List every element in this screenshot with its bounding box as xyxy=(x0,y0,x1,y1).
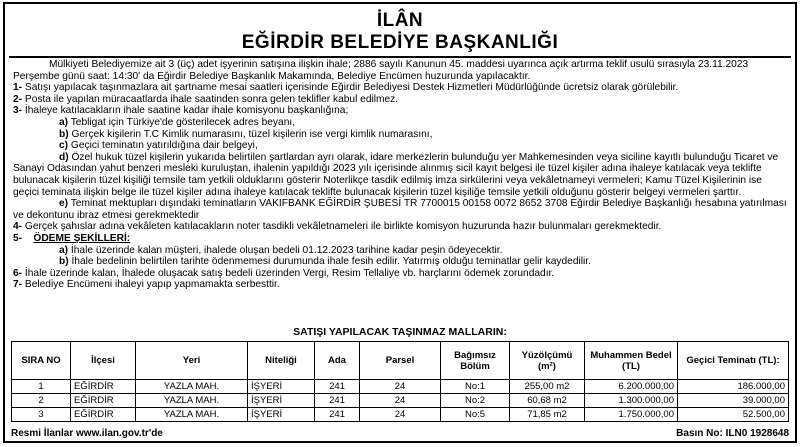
notice-body xyxy=(13,59,787,291)
col-header-ilcesi: İlçesi xyxy=(71,342,136,380)
cell-niteligi: İŞYERİ xyxy=(248,394,315,408)
cell-ada: 241 xyxy=(315,394,360,408)
intro-paragraph: Mülkiyeti Belediyemize ait 3 (üç) adet işyerinin satışına ilişkin ihale; 2886 sayılı Kanunun 45. maddesi uyarınca açık artırma teklif usulü sırasıyla 23.11.2023 Perşembe günü saat: 14:30' da Eğirdir Belediye Başkanlık Makamında, Belediye Encümen huzurunda yapılacaktır. xyxy=(13,59,749,82)
cell-ada: 241 xyxy=(315,380,360,394)
item-6: 6- İhale üzerinde kalan, İhalede oluşacak satış bedeli üzerinden Vergi, Resim Tellaliye vb. harçlarını ödemek zorundadır. xyxy=(13,267,555,279)
cell-bagimsiz-bolum: No:1 xyxy=(441,380,510,394)
cell-gecici-teminat: 186.000,00 xyxy=(678,380,789,394)
cell-muhammen-bedel: 1.750.000,00 xyxy=(585,408,678,422)
table-row xyxy=(12,380,789,394)
col-header-muhammen-bedel: Muhammen Bedel (TL) xyxy=(585,342,678,380)
item-4: 4- Gerçek şahıslar adına vekâleten katılacakların noter tasdikli vekâletnameleri ile birlikte komisyon huzurunda hazır bulunmaları gerekmektedir. xyxy=(13,221,662,233)
property-table-title: SATIŞI YAPILACAK TAŞINMAZ MALLARIN: xyxy=(293,326,507,338)
cell-parsel: 24 xyxy=(360,394,441,408)
title-divider xyxy=(9,56,791,58)
cell-yeri: YAZLA MAH. xyxy=(136,408,248,422)
col-header-bagimsiz-bolum: Bağımsız Bölüm xyxy=(441,342,510,380)
item-5a: a) İhale üzerinde kalan müşteri, ihalede oluşan bedeli 01.12.2023 tarihine kadar peşin ödeyecektir. xyxy=(59,244,503,256)
col-header-niteligi: Niteliği xyxy=(248,342,315,380)
press-number: Basın No: ILN0 1928648 xyxy=(676,428,789,439)
cell-yuzolcumu: 60,68 m2 xyxy=(510,394,585,408)
cell-ilcesi: EĞİRDİR xyxy=(71,394,136,408)
property-table xyxy=(11,341,789,422)
item-7: 7- Belediye Encümeni ihaleyi yapıp yapmamakta serbesttir. xyxy=(13,279,280,291)
item-3c: c) Geçici teminatın yatırıldığına dair belgeyi, xyxy=(59,140,258,152)
cell-gecici-teminat: 39.000,00 xyxy=(678,394,789,408)
col-header-ada: Ada xyxy=(315,342,360,380)
col-header-parsel: Parsel xyxy=(360,342,441,380)
table-row xyxy=(12,394,789,408)
cell-bagimsiz-bolum: No:2 xyxy=(441,394,510,408)
cell-ilcesi: EĞİRDİR xyxy=(71,408,136,422)
cell-yeri: YAZLA MAH. xyxy=(136,394,248,408)
item-5b: b) İhale bedelinin belirtilen tarihte ödenmemesi durumunda ihale fesih edilir. Yatırmış olduğu teminatlar gelir kaydedilir. xyxy=(59,256,591,268)
cell-bagimsiz-bolum: No:5 xyxy=(441,408,510,422)
cell-gecici-teminat: 52.500,00 xyxy=(678,408,789,422)
item-2: 2- Posta ile yapılan müracaatlarda ihale saatinden sonra gelen teklifler kabul edilmez. xyxy=(13,93,399,105)
cell-muhammen-bedel: 6.200.000,00 xyxy=(585,380,678,394)
cell-muhammen-bedel: 1.300.000,00 xyxy=(585,394,678,408)
cell-yuzolcumu: 255,00 m2 xyxy=(510,380,585,394)
notice-title: İLÂN xyxy=(376,10,424,31)
col-header-yeri: Yeri xyxy=(136,342,248,380)
cell-ada: 241 xyxy=(315,408,360,422)
item-3: 3- İhaleye katılacakların ihale saatine kadar ihale komisyonu başkanlığına; xyxy=(13,105,349,117)
item-3d: d) Özel hukuk tüzel kişilerin yukarıda belirtilen şartlardan ayrı olarak, idare merkezlerin bulunduğu yer Mahkemesinden veya siciline kayıtlı bulunduğu Ticaret ve Sanayi Odasından yahut benzeri mesleki kuruluştan, ihalenin yapıldığı 2023 yılı içerisinde alınmış sicil kayıt belgesi ile tüzel kişiler adına ihaleye katılacak veya teklifte bulunacak kişilerin tüzel kişiliği temsile tam yetkili olduklarını gösterir Noterlikçe tasdik edilmiş imza sirkülerini veya vekâletnameyi vermeleri; Kamu Tüzel Kişilerinin ise geçici teminata ilişkin belge ile tüzel kişiler adına ihaleye katılacak teklifte bulunacak kişilerin tüzel kişiliğe temsile yetkili olduğunu gösterir belgeyi vermeleri şarttır. xyxy=(13,151,779,198)
cell-parsel: 24 xyxy=(360,380,441,394)
municipality-title: EĞİRDİR BELEDİYE BAŞKANLIĞI xyxy=(241,32,559,53)
cell-niteligi: İŞYERİ xyxy=(248,380,315,394)
cell-ilcesi: EĞİRDİR xyxy=(71,380,136,394)
item-1: 1- Satışı yapılacak taşınmazlara ait şartname mesai saatleri içerisinde Eğirdir Belediyesi Destek Hizmetleri Müdürlüğünde ücretsiz olarak görülebilir. xyxy=(13,82,679,94)
official-ads-link[interactable]: Resmi İlanlar www.ilan.gov.tr'de xyxy=(11,428,163,439)
table-row xyxy=(12,408,789,422)
notice-page xyxy=(3,2,797,443)
item-3e: e) Teminat mektupları dışındaki teminatların VAKIFBANK EĞİRDİR ŞUBESİ TR 7700015 00158 0072 8652 3708 Eğirdir Belediye Başkanlığı hesabına yatırılması ve dekontunu ibraz etmesi gerekmektedir xyxy=(13,198,787,221)
cell-sira-no: 1 xyxy=(12,380,71,394)
cell-sira-no: 2 xyxy=(12,394,71,408)
cell-yeri: YAZLA MAH. xyxy=(136,380,248,394)
col-header-sira-no: SIRA NO xyxy=(12,342,71,380)
table-header-row xyxy=(12,342,789,380)
item-3a: a) Tebligat için Türkiye'de gösterilecek adres beyanı, xyxy=(59,116,296,128)
cell-sira-no: 3 xyxy=(12,408,71,422)
cell-parsel: 24 xyxy=(360,408,441,422)
col-header-gecici-teminat: Geçici Teminatı (TL): xyxy=(678,342,789,380)
item-5: 5- ÖDEME ŞEKİLLERİ: xyxy=(13,232,131,244)
cell-niteligi: İŞYERİ xyxy=(248,408,315,422)
col-header-yuzolcumu: Yüzölçümü (m²) xyxy=(510,342,585,380)
item-3b: b) Gerçek kişilerin T.C Kimlik numarasını, tüzel kişilerin ise vergi kimlik numarasını, xyxy=(59,128,433,140)
cell-yuzolcumu: 71,85 m2 xyxy=(510,408,585,422)
